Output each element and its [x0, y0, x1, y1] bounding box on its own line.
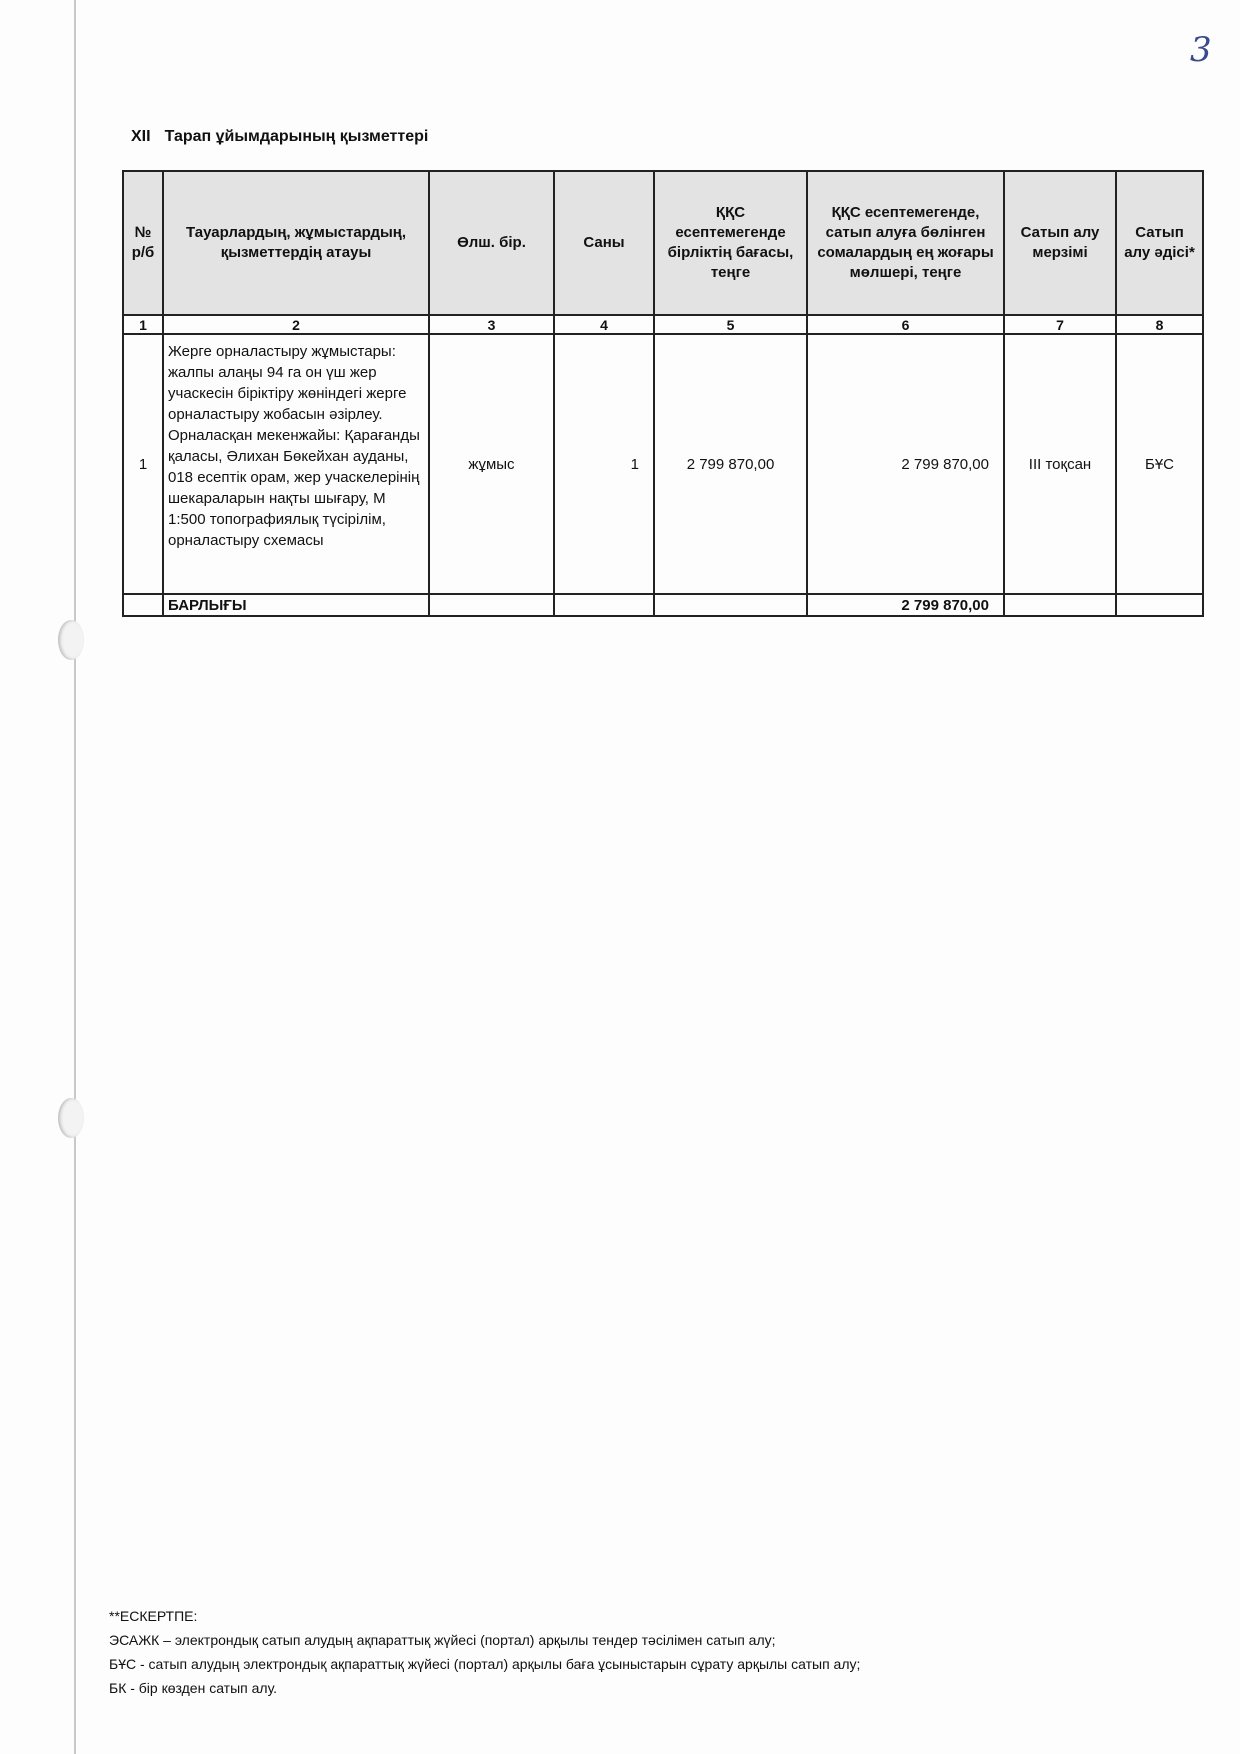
- header-unit-price: ҚҚС есептемегенде бірліктің бағасы, теңге: [654, 171, 807, 315]
- footnote-line: ЭСАЖК – электрондық сатып алудың ақпараттық жүйесі (портал) арқылы тендер тәсілімен сатып алу;: [109, 1632, 776, 1648]
- row-no: 1: [123, 334, 163, 594]
- column-number: 2: [163, 315, 429, 334]
- row-quantity: 1: [554, 334, 654, 594]
- row-unit-price: 2 799 870,00: [654, 334, 807, 594]
- total-empty-cell: [554, 594, 654, 616]
- column-number: 3: [429, 315, 554, 334]
- total-empty-cell: [654, 594, 807, 616]
- row-total-amount: 2 799 870,00: [807, 334, 1004, 594]
- footnote-line: БК - бір көзден сатып алу.: [109, 1680, 278, 1696]
- handwritten-page-number: 3: [1190, 30, 1212, 70]
- section-title: [131, 128, 428, 146]
- binding-line: [74, 0, 76, 1754]
- section-title-text: Тарап ұйымдарының қызметтері: [164, 128, 429, 145]
- column-number: 5: [654, 315, 807, 334]
- header-no: № р/б: [123, 171, 163, 315]
- header-quantity: Саны: [554, 171, 654, 315]
- header-unit: Өлш. бір.: [429, 171, 554, 315]
- column-number: 8: [1116, 315, 1203, 334]
- column-number: 7: [1004, 315, 1116, 334]
- total-empty-cell: [123, 594, 163, 616]
- header-method: Сатып алу әдісі*: [1116, 171, 1203, 315]
- total-empty-cell: [1004, 594, 1116, 616]
- row-unit: жұмыс: [429, 334, 554, 594]
- punch-hole: [58, 620, 84, 660]
- procurement-table: [122, 170, 1204, 617]
- column-number-row: [123, 315, 1203, 334]
- row-name: Жерге орналастыру жұмыстары: жалпы алаңы 94 га он үш жер учаскесін біріктіру жөніндегі жерге орналастыру жобасын әзірлеу. Орналасқан мекенжайы: Қарағанды қаласы, Әлихан Бөкейхан ауданы, 018 есептік орам, жер учаскелерінің шекараларын нақты шығару, М 1:500 топографиялық түсірілім, орналастыру схемасы: [163, 334, 429, 594]
- total-empty-cell: [1116, 594, 1203, 616]
- header-period: Сатып алу мерзімі: [1004, 171, 1116, 315]
- footnote-title: **ЕСКЕРТПЕ:: [109, 1608, 198, 1624]
- total-label: БАРЛЫҒЫ: [163, 594, 429, 616]
- table-header-row: [123, 171, 1203, 315]
- footnote: [109, 1604, 860, 1700]
- row-period: III тоқсан: [1004, 334, 1116, 594]
- total-empty-cell: [429, 594, 554, 616]
- header-total-amount: ҚҚС есептемегенде, сатып алуға бөлінген сомалардың ең жоғары мөлшері, теңге: [807, 171, 1004, 315]
- footnote-line: БҰС - сатып алудың электрондық ақпараттық жүйесі (портал) арқылы баға ұсыныстарын сұрату арқылы сатып алу;: [109, 1656, 861, 1672]
- header-name: Тауарлардың, жұмыстардың, қызметтердің атауы: [163, 171, 429, 315]
- total-amount: 2 799 870,00: [807, 594, 1004, 616]
- total-row: [123, 594, 1203, 616]
- punch-hole: [58, 1098, 84, 1138]
- row-method: БҰС: [1116, 334, 1203, 594]
- column-number: 1: [123, 315, 163, 334]
- table-row: [123, 334, 1203, 594]
- column-number: 4: [554, 315, 654, 334]
- column-number: 6: [807, 315, 1004, 334]
- section-number: XII: [131, 128, 151, 145]
